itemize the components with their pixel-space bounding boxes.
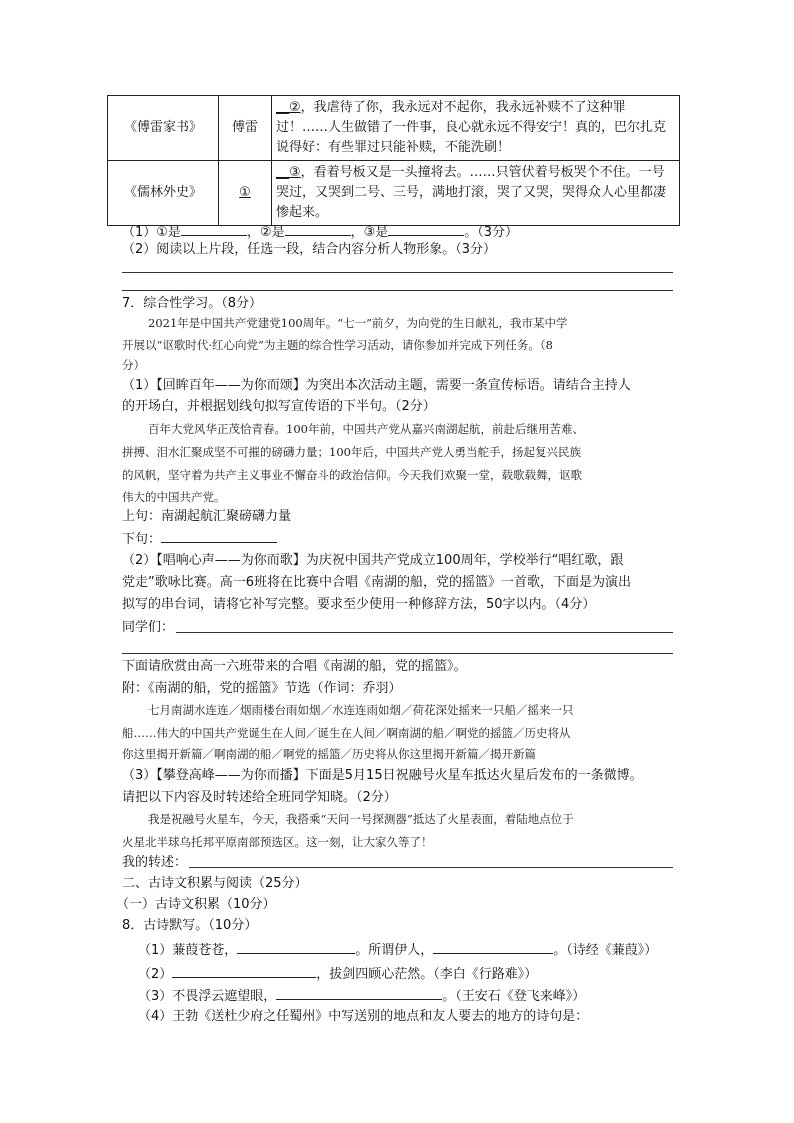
task1-line: （1）【回眸百年——为你而颂】为突出本次活动主题，需要一条宣传标语。请结合主持人 (122, 378, 631, 393)
quote-table (107, 95, 680, 226)
answer-blank[interactable] (237, 939, 355, 954)
answer-blank[interactable] (285, 221, 351, 236)
task3-line: （3）【攀登高峰——为你而播】下面是5月15日祝融号火星车抵达火星后发布的一条微博。 (122, 768, 643, 783)
quote-text: ，我虐待了你，我永远对不起你，我永远补赎不了这种罪过！……人生做错了一件事，良心就永远不得安宁！真的，巴尔扎克说得好：有些罪过只能补赎，不能洗刷！ (276, 100, 667, 155)
task2-line: （2）【唱响心声——为你而歌】为庆祝中国共产党成立100周年，学校举行“唱红歌，跟 (122, 553, 624, 568)
answer-blank[interactable] (276, 985, 442, 1000)
answer-blank[interactable] (161, 528, 277, 543)
q6-sub1: （1）①是 ，②是 ，③是 。（3分） (122, 221, 518, 243)
weibo-line: 火星北半球乌托邦平原南部预选区。这一刻，让大家久等了！ (122, 835, 433, 849)
q8-title: 8．古诗默写。（10分） (122, 918, 258, 933)
blank-marker[interactable]: __③ (276, 165, 301, 180)
host-speech-line: 百年大党风华正茂恰青春。100年前，中国共产党从嘉兴南湖起航，前赴后继用苦难、 (148, 422, 584, 436)
answer-line[interactable] (122, 272, 673, 273)
answer-line[interactable] (122, 653, 673, 654)
slogan-upper: 上句：南湖起航汇聚磅礴力量 (122, 509, 292, 524)
classmates-label: 同学们： (122, 620, 175, 635)
table-row (108, 161, 680, 226)
book-title-cell: 《傅雷家书》 (108, 96, 219, 161)
host-speech-line: 拼搏、泪水汇聚成坚不可摧的磅礴力量；100年后，中国共产党人勇当舵手，扬起复兴民族 (122, 445, 581, 459)
appreciate-text: 下面请欣赏由高一六班带来的合唱《南湖的船，党的摇篮》。 (122, 659, 467, 674)
quote-text: ，看着号板又是一头撞将去。……只管伏着号板哭个不住。一号哭过，又哭到二号、三号，满地打滚，哭了又哭，哭得众人心里都凄惨起来。 (276, 165, 667, 220)
poem-line-4: （4）王勃《送杜少府之任蜀州》中写送别的地点和友人要去的地方的诗句是： (138, 1009, 589, 1024)
q7-intro-line: 开展以“讴歌时代·红心向党”为主题的综合性学习活动，请你参加并完成下列任务。（8 (122, 338, 553, 352)
q7-intro-line: 分） (122, 358, 145, 372)
poem-line-1: （1）蒹葭苍苍， 。所谓伊人， 。（诗经《蒹葭》） (138, 939, 657, 961)
answer-line[interactable] (189, 867, 673, 868)
poem-line-3: （3）不畏浮云遮望眼， 。（王安石《登飞来峰》） (138, 985, 585, 1007)
task1-line: 的开场白，并根据划线句拟写宣传语的下半句。（2分） (122, 399, 436, 414)
answer-blank[interactable] (388, 221, 464, 236)
person-cell: 傅雷 (219, 96, 272, 161)
q6-sub2: （2）阅读以上片段，任选一段，结合内容分析人物形象。（3分） (122, 242, 497, 257)
answer-blank[interactable] (181, 221, 247, 236)
person-cell[interactable]: ① (219, 161, 272, 226)
quote-cell (272, 96, 680, 161)
task2-line: 拟写的串台词，请将它补写完整。要求至少使用一种修辞方法，50字以内。（4分） (122, 597, 596, 612)
lyrics-line: 船……伟大的中国共产党诞生在人间／诞生在人间／啊南湖的船／啊党的摇篮／历史将从 (122, 726, 571, 740)
weibo-line: 我是祝融号火星车，今天，我搭乘“天问一号探测器”抵达了火星表面，着陆地点位于 (148, 812, 574, 826)
lyrics-line: 你这里揭开新篇／啊南湖的船／啊党的摇篮／历史将从你这里揭开新篇／揭开新篇 (122, 747, 536, 761)
task3-line: 请把以下内容及时转述给全班同学知晓。（2分） (122, 790, 397, 805)
slogan-lower: 下句： (122, 528, 277, 550)
answer-blank[interactable] (172, 963, 316, 978)
part2-subtitle: （一）古诗文积累（10分） (116, 897, 276, 912)
q7-title: 7．综合性学习。（8分） (122, 296, 263, 311)
answer-line[interactable] (176, 632, 673, 633)
q7-intro-line: 2021年是中国共产党建党100周年。“七一”前夕，为向党的生日献礼，我市某中学 (148, 316, 568, 330)
relay-label: 我的转述： (122, 855, 188, 870)
answer-blank[interactable] (433, 939, 553, 954)
book-title-cell: 《儒林外史》 (108, 161, 219, 226)
answer-line[interactable] (122, 290, 673, 291)
task2-line: 党走”歌咏比赛。高一6班将在比赛中合唱《南湖的船，党的摇篮》一首歌，下面是为演出 (122, 575, 632, 590)
host-speech-line: 的风帆，坚守着为共产主义事业不懈奋斗的政治信仰。今天我们欢聚一堂，载歌载舞，讴歌 (122, 468, 582, 482)
blank-marker[interactable]: __② (276, 100, 301, 115)
lyrics-line: 七月南湖水连连／烟雨楼台雨如烟／水连连雨如烟／荷花深处摇来一只船／摇来一只 (148, 703, 574, 717)
part2-title: 二、古诗文积累与阅读（25分） (122, 876, 308, 891)
table-row (108, 96, 680, 161)
appendix-title: 附：《南湖的船，党的摇篮》节选（作词：乔羽） (122, 681, 402, 696)
poem-line-2: （2） ，拔剑四顾心茫然。（李白《行路难》） (138, 963, 537, 985)
host-speech-line: 伟大的中国共产党。 (122, 490, 226, 504)
quote-cell (272, 161, 680, 226)
